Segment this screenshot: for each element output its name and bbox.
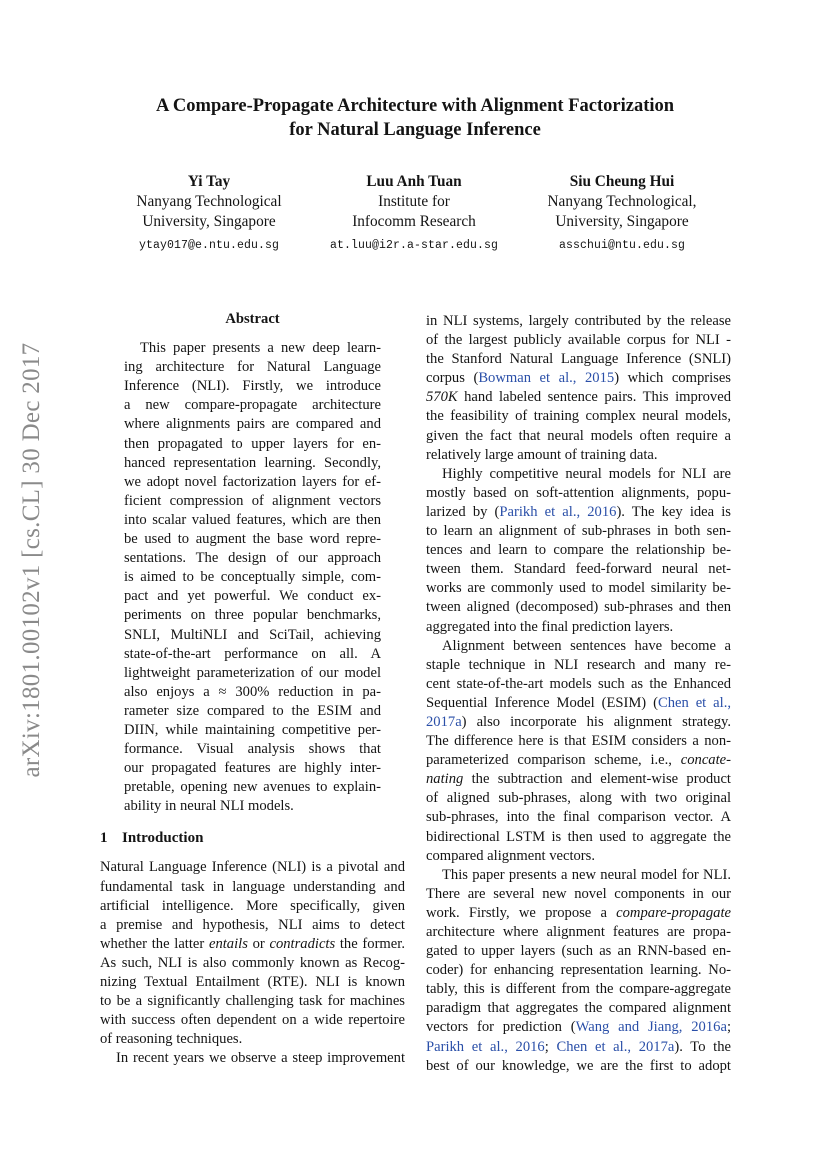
abstract-line: ficient compression of alignment vectors (124, 492, 381, 509)
section-heading (100, 829, 405, 849)
body-line (426, 713, 731, 732)
intro-line: to be a significantly challenging task for machines (100, 993, 405, 1010)
text-span: ) which comprises (614, 370, 731, 387)
citation-link[interactable]: 2017a (426, 713, 462, 730)
author-email: ytay017@e.ntu.edu.sg (138, 239, 280, 252)
intro-line: nizing Textual Entailment (RTE). NLI is known (100, 974, 405, 990)
body-line: the feasibility of training complex neural models, (426, 408, 731, 425)
abstract-line: also enjoys a ≈ 300% reduction in pa- (124, 683, 381, 700)
arxiv-stamp (2, 210, 62, 910)
title-line-2: for Natural Language Inference (289, 120, 541, 140)
text-span: ). The key idea is (616, 503, 731, 520)
abstract-line: lightweight parameterization of our model (124, 664, 381, 681)
body-line: staple technique in NLI research and many re- (426, 656, 731, 673)
title-line-1: A Compare-Propagate Architecture with Alignment Factorization (155, 96, 675, 116)
intro-line: of reasoning techniques. (100, 1031, 243, 1048)
body-line (426, 770, 731, 789)
body-line: coder) for enhancing representation learning. No- (426, 962, 731, 979)
abstract-line: a new compare-propagate architecture (124, 397, 381, 414)
abstract-line: SNLI, MultiNLI and SciTail, achieving (124, 626, 381, 643)
text-span: ) also incorporate his alignment strategy. (461, 713, 731, 730)
abstract-line: our propagated features are highly inter- (124, 760, 381, 777)
body-line: of aligned sub-phrases, along with two original (426, 790, 731, 807)
citation-link[interactable]: Chen et al., 2017a (556, 1038, 675, 1055)
author-2 (294, 172, 534, 256)
abstract-line: ing architecture for Natural Language (124, 359, 381, 376)
author-1 (89, 172, 329, 256)
body-line: best of our knowledge, we are the first to adopt (426, 1057, 731, 1074)
author-name: Yi Tay (187, 173, 231, 190)
emph-concatenating: concate- (680, 752, 731, 769)
author-name: Siu Cheung Hui (569, 173, 675, 190)
intro-line: a premise and hypothesis, NLI aims to detect (100, 916, 405, 933)
body-line (426, 694, 731, 713)
abstract-line: DIIN, while maintaining competitive per- (124, 721, 381, 738)
text-span: work. Firstly, we propose a (426, 904, 617, 921)
body-line: mostly based on soft-attention alignments, popu- (426, 484, 731, 501)
text-span: or (247, 935, 270, 952)
body-line: aggregated into the final prediction layers. (426, 618, 674, 635)
body-line: tably, this is different from the compare-aggregate (426, 981, 731, 998)
citation-link[interactable]: Bowman et al., 2015 (478, 370, 615, 387)
text-span: ; (726, 1019, 731, 1036)
right-column (426, 312, 731, 1076)
abstract-line: then propagated to upper layers for en- (124, 435, 381, 452)
body-line (426, 904, 731, 923)
citation-link[interactable]: Chen et al., (657, 694, 731, 711)
emph-concatenating: nating (426, 771, 464, 788)
abstract-line: rameter size compared to the ESIM and (124, 702, 381, 719)
abstract-line: into scalar valued features, which are then (124, 511, 381, 528)
author-affiliation: Infocomm Research (352, 213, 476, 230)
body-line: relatively large amount of training data. (426, 446, 658, 463)
author-affiliation: University, Singapore (142, 213, 276, 230)
abstract-line: periments on three popular benchmarks, (124, 607, 381, 624)
author-affiliation: Institute for (378, 193, 450, 210)
body-line: in NLI systems, largely contributed by the release (426, 313, 731, 329)
abstract-line: pact and yet powerful. We conduct ex- (124, 588, 381, 605)
body-line: paradigm that aggregates the compared alignment (426, 1000, 731, 1017)
body-line (426, 1038, 731, 1057)
author-affiliation: Nanyang Technological, (547, 193, 697, 210)
abstract-line: state-of-the-art performance on all. A (124, 645, 381, 662)
body-line: tween them. Standard feed-forward neural net- (426, 561, 731, 578)
citation-link[interactable]: Wang and Jiang, 2016a (575, 1019, 727, 1036)
abstract-line: hanced representation learning. Secondly, (124, 454, 381, 471)
author-affiliation: University, Singapore (555, 213, 689, 230)
body-line: Alignment between sentences have become a (442, 637, 731, 654)
intro-line: As such, NLI is also commonly known as Recog- (100, 954, 405, 971)
body-line: The difference here is that ESIM considers a non- (426, 733, 731, 750)
body-line: sub-phrases, into the final comparison vector. A (426, 809, 731, 826)
author-3 (502, 172, 742, 256)
body-line: to learn an alignment of sub-phrases in both sen- (426, 523, 731, 540)
text-span: hand labeled sentence pairs. This improved (457, 389, 731, 406)
citation-link[interactable]: Parikh et al., 2016 (426, 1038, 545, 1055)
abstract-line: formance. Visual analysis shows that (124, 741, 381, 758)
body-line (426, 369, 731, 388)
left-column (100, 310, 405, 1068)
abstract-heading: Abstract (225, 311, 280, 327)
body-line: given the fact that neural models often require a (426, 427, 731, 444)
body-line: Highly competitive neural models for NLI are (442, 465, 731, 482)
body-line: architecture where alignment features are propa- (426, 924, 731, 940)
body-line: of the largest publicly available corpus for NLI - (426, 332, 731, 349)
author-name: Luu Anh Tuan (366, 173, 462, 190)
author-email: asschui@ntu.edu.sg (558, 239, 686, 252)
emph-entails: entails (208, 935, 248, 952)
body-line: There are several new novel components in our (426, 885, 731, 902)
author-affiliation: Nanyang Technological (136, 193, 282, 210)
abstract-line: ability in neural NLI models. (124, 798, 294, 815)
body-line (426, 388, 731, 407)
body-line: compared alignment vectors. (426, 847, 595, 864)
text-span: the former. (335, 935, 405, 952)
intro-line: In recent years we observe a steep improvement (116, 1050, 405, 1067)
body-line: bidirectional LSTM is then used to aggregate the (426, 828, 731, 845)
arxiv-stamp-text: arXiv:1801.00102v1 [cs.CL] 30 Dec 2017 (18, 342, 45, 778)
body-line: tences and learn to compare the relationship be- (426, 542, 731, 559)
abstract-line: where alignments pairs are compared and (124, 416, 381, 433)
math-570k: 570K (426, 389, 458, 406)
body-line: the Stanford Natural Language Inference (SNLI) (426, 351, 731, 368)
body-line: cent state-of-the-art models such as the Enhanced (426, 675, 731, 692)
body-line (426, 503, 731, 522)
abstract-body (124, 339, 381, 816)
text-span: whether the latter (100, 935, 209, 952)
author-email: at.luu@i2r.a-star.edu.sg (329, 239, 499, 252)
abstract-line: Inference (NLI). Firstly, we introduce (124, 378, 381, 395)
body-line (426, 751, 731, 770)
text-span: ). To the (674, 1038, 732, 1055)
text-span: corpus ( (426, 370, 479, 387)
section-title: Introduction (122, 830, 204, 847)
abstract-line: sentations. The design of our approach (124, 550, 381, 567)
intro-line: with success often dependent on a wide repertoire (100, 1012, 405, 1029)
text-span: parameterized comparison scheme, i.e., (426, 752, 681, 769)
intro-line: fundamental task in language understanding and (100, 878, 405, 895)
abstract-line: pretable, opening new avenues to explain- (124, 779, 381, 796)
section-number: 1 (100, 830, 108, 847)
text-span: the subtraction and element-wise product (463, 771, 731, 788)
body-line: works are commonly used to model similarity be- (426, 580, 731, 597)
intro-line: Natural Language Inference (NLI) is a pivotal and (100, 859, 405, 876)
emph-contradicts: contradicts (269, 935, 336, 952)
text-span: larized by ( (426, 503, 500, 520)
abstract-line: be used to augment the base word repre- (124, 531, 381, 548)
abstract-line: we adopt novel factorization layers for ef- (124, 473, 381, 490)
text-span: Sequential Inference Model (ESIM) ( (426, 694, 658, 711)
body-line: tween aligned (decomposed) sub-phrases and then (426, 599, 731, 616)
abstract-line: is aimed to be conceptually simple, com- (124, 569, 381, 586)
intro-line: artificial intelligence. More specifically, given (100, 897, 405, 914)
text-span: ; (544, 1038, 557, 1055)
emph-compare-propagate: compare-propagate (616, 904, 731, 921)
citation-link[interactable]: Parikh et al., 2016 (499, 503, 617, 520)
body-line: gated to upper layers (such as an RNN-based en- (426, 943, 731, 960)
text-span: vectors for prediction ( (426, 1019, 576, 1036)
body-line: This paper presents a new neural model for NLI. (442, 866, 731, 883)
paper-title (100, 94, 730, 142)
body-line (426, 1018, 731, 1037)
abstract-line: This paper presents a new deep learn- (140, 340, 381, 357)
intro-line (100, 935, 405, 954)
